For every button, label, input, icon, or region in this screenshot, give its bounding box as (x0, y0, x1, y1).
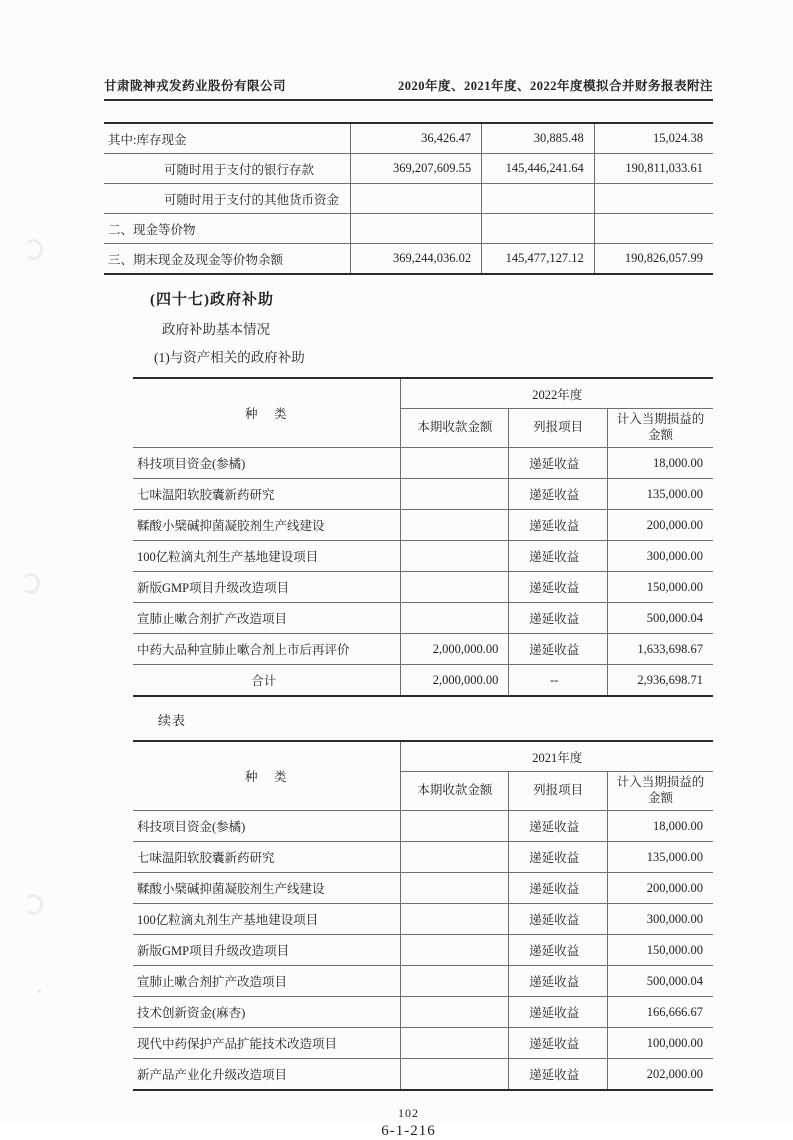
table-row (133, 448, 713, 479)
table-cell: 递延收益 (509, 873, 608, 904)
table-row (133, 935, 713, 966)
table-row (133, 510, 713, 541)
table-cell: 可随时用于支付的银行存款 (104, 154, 351, 184)
table-cell (401, 811, 509, 842)
table-cell (401, 603, 509, 634)
table-cell: 递延收益 (509, 448, 608, 479)
col-header-period-2021: 2021年度 (401, 741, 713, 772)
col-header-species: 种 类 (133, 378, 401, 448)
table-row (133, 479, 713, 510)
table-cell: 200,000.00 (607, 873, 713, 904)
scan-artifact (24, 239, 43, 260)
table-cell: 100亿粒滴丸剂生产基地建设项目 (133, 541, 401, 572)
table-cell (594, 184, 713, 214)
table-cell: 369,244,036.02 (351, 244, 482, 275)
table-cell (482, 184, 595, 214)
table-row (104, 154, 713, 184)
table-row (104, 244, 713, 275)
report-title: 2020年度、2021年度、2022年度模拟合并财务报表附注 (397, 79, 713, 93)
table-row (133, 603, 713, 634)
table-cell: 七味温阳软胶囊新药研究 (133, 842, 401, 873)
table-cell (401, 997, 509, 1028)
table-cell (401, 572, 509, 603)
table-cell: 递延收益 (509, 904, 608, 935)
table-cell: 100,000.00 (607, 1028, 713, 1059)
table-cell: 2,000,000.00 (401, 634, 509, 665)
col-header-received: 本期收款金额 (401, 772, 509, 811)
table-cell: 18,000.00 (607, 448, 713, 479)
subsection-asset-related-grants: (1)与资产相关的政府补助 (154, 350, 305, 365)
table-row (104, 123, 713, 154)
table-cell: 递延收益 (509, 541, 608, 572)
table-row (133, 966, 713, 997)
table-cell (401, 842, 509, 873)
table-cell: 递延收益 (509, 634, 608, 665)
col-header-period-2022: 2022年度 (401, 378, 713, 409)
table-cell: 宣肺止嗽合剂扩产改造项目 (133, 966, 401, 997)
gov-grant-table-2022 (133, 377, 713, 697)
page-content (104, 76, 713, 1140)
table-cell: 递延收益 (509, 966, 608, 997)
table-cell (401, 1028, 509, 1059)
table-cell: 现代中药保护产品扩能技术改造项目 (133, 1028, 401, 1059)
table-row (104, 184, 713, 214)
table-cell: 36,426.47 (351, 123, 482, 154)
table-cell: 鞣酸小檗碱抑菌凝胶剂生产线建设 (133, 873, 401, 904)
table-cell: 可随时用于支付的其他货币资金 (104, 184, 351, 214)
table-cell (351, 184, 482, 214)
table-cell: 190,811,033.61 (594, 154, 713, 184)
table-cell: 2,936,698.71 (607, 665, 713, 697)
table-cell (401, 479, 509, 510)
table-cell: 2,000,000.00 (401, 665, 509, 697)
table-cell: 300,000.00 (607, 541, 713, 572)
scan-artifact (21, 573, 40, 594)
table-cell: 135,000.00 (607, 479, 713, 510)
table-cell: 145,446,241.64 (482, 154, 595, 184)
table-cell (401, 541, 509, 572)
document-number: 6-1-216 (381, 1123, 436, 1139)
col-header-item: 列报项目 (509, 772, 608, 811)
table-cell: 科技项目资金(参橘) (133, 811, 401, 842)
table-cell (594, 214, 713, 244)
table-cell: 递延收益 (509, 510, 608, 541)
col-header-species: 种 类 (133, 741, 401, 811)
col-header-amount: 计入当期损益的金额 (607, 409, 713, 448)
page-number: 102 (398, 1106, 419, 1120)
table-cell: -- (509, 665, 608, 697)
table-row (133, 665, 713, 697)
table-cell: 150,000.00 (607, 572, 713, 603)
section-heading-government-grants: (四十七)政府补助 (150, 292, 274, 308)
running-head (104, 76, 713, 101)
col-header-received: 本期收款金额 (401, 409, 509, 448)
table-cell: 鞣酸小檗碱抑菌凝胶剂生产线建设 (133, 510, 401, 541)
scan-artifact (24, 894, 43, 915)
table-cell: 150,000.00 (607, 935, 713, 966)
scan-artifact (38, 990, 41, 993)
table-cell: 200,000.00 (607, 510, 713, 541)
table-cell: 202,000.00 (607, 1059, 713, 1091)
table-cell (401, 448, 509, 479)
table-cell: 18,000.00 (607, 811, 713, 842)
table-cell: 递延收益 (509, 842, 608, 873)
table-header-row (133, 378, 713, 409)
table-header-row (133, 741, 713, 772)
table-cell (401, 935, 509, 966)
table-row (133, 1028, 713, 1059)
table-cell: 递延收益 (509, 603, 608, 634)
table-cell (401, 966, 509, 997)
table-cell: 递延收益 (509, 479, 608, 510)
table-cell: 递延收益 (509, 935, 608, 966)
table-cell: 新版GMP项目升级改造项目 (133, 572, 401, 603)
table-cell: 500,000.04 (607, 966, 713, 997)
table-cell: 300,000.00 (607, 904, 713, 935)
table-cell: 技术创新资金(麻杏) (133, 997, 401, 1028)
table-row (133, 904, 713, 935)
table-cell: 三、期末现金及现金等价物余额 (108, 252, 284, 267)
table-cell: 100亿粒滴丸剂生产基地建设项目 (133, 904, 401, 935)
table-cell: 递延收益 (509, 1028, 608, 1059)
table-cell (482, 214, 595, 244)
table-cell: 合计 (251, 674, 277, 688)
table-cell (401, 1059, 509, 1091)
table-row (133, 1059, 713, 1091)
subsection-grant-basic-info: 政府补助基本情况 (162, 322, 270, 337)
company-name: 甘肃陇神戎发药业股份有限公司 (104, 79, 287, 93)
table-cell: 递延收益 (509, 1059, 608, 1091)
table-cell (401, 873, 509, 904)
table-cell: 科技项目资金(参橘) (133, 448, 401, 479)
col-header-item: 列报项目 (509, 409, 608, 448)
table-cell (401, 904, 509, 935)
cash-summary-table (104, 122, 713, 275)
table-row (104, 214, 713, 244)
table-cell (401, 510, 509, 541)
table-row (133, 811, 713, 842)
table-cell: 145,477,127.12 (482, 244, 595, 275)
table-cell: 中药大品种宣肺止嗽合剂上市后再评价 (133, 634, 401, 665)
table-cell: 新产品产业化升级改造项目 (137, 1068, 288, 1082)
table-cell: 递延收益 (509, 572, 608, 603)
table-cell: 七味温阳软胶囊新药研究 (133, 479, 401, 510)
table-row (133, 634, 713, 665)
gov-grant-table-2021 (133, 740, 713, 1091)
table-cell: 1,633,698.67 (607, 634, 713, 665)
table-cell: 15,024.38 (594, 123, 713, 154)
table-row (133, 997, 713, 1028)
table-cell: 166,666.67 (607, 997, 713, 1028)
table-cell: 其中:库存现金 (104, 123, 351, 154)
table-row (133, 873, 713, 904)
table-cell (351, 214, 482, 244)
table-cell: 190,826,057.99 (594, 244, 713, 275)
table-row (133, 541, 713, 572)
table-cell: 30,885.48 (482, 123, 595, 154)
table-row (133, 572, 713, 603)
table-cell: 新版GMP项目升级改造项目 (133, 935, 401, 966)
table-cell: 二、现金等价物 (104, 214, 351, 244)
table-cell: 递延收益 (509, 811, 608, 842)
table-cell: 500,000.04 (607, 603, 713, 634)
table-cell: 369,207,609.55 (351, 154, 482, 184)
continued-table-label: 续表 (158, 713, 187, 728)
table-row (133, 842, 713, 873)
col-header-amount: 计入当期损益的金额 (607, 772, 713, 811)
table-cell: 135,000.00 (607, 842, 713, 873)
table-cell: 递延收益 (509, 997, 608, 1028)
table-cell: 宣肺止嗽合剂扩产改造项目 (133, 603, 401, 634)
